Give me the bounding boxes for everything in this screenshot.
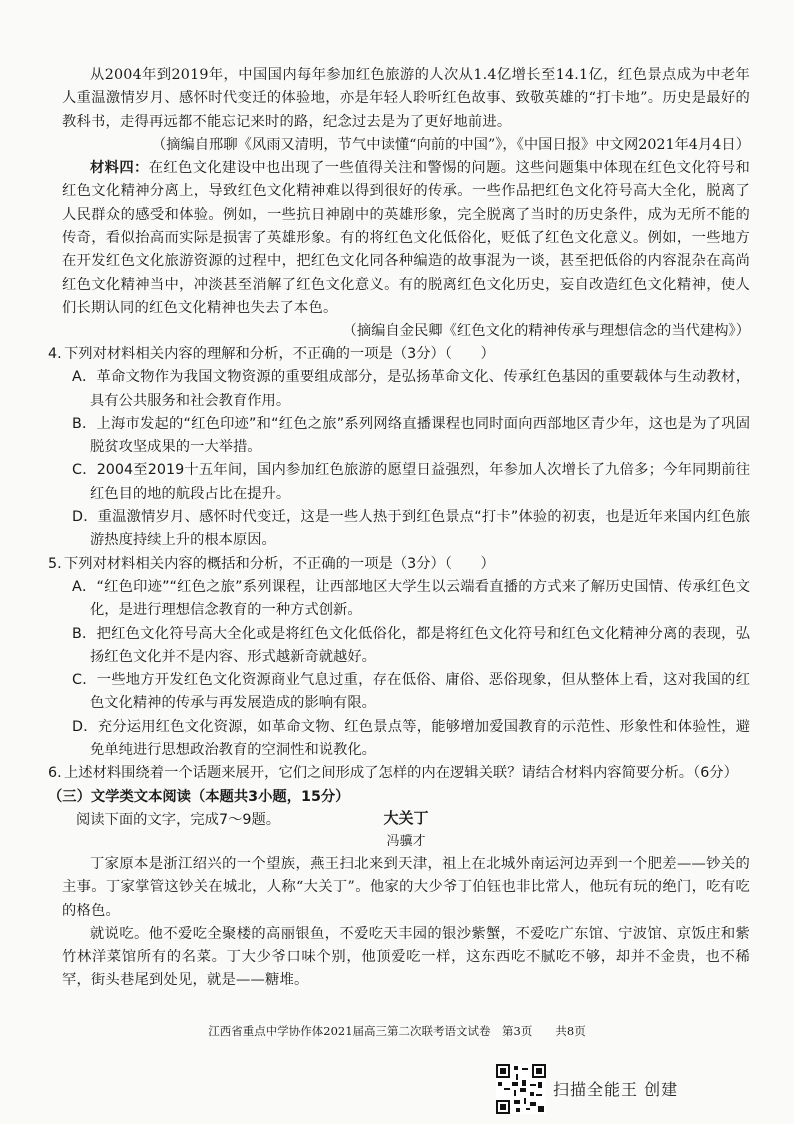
scanner-watermark: 扫描全能王 创建 <box>553 1080 679 1099</box>
questions-column <box>48 343 750 832</box>
question-5 <box>48 553 750 576</box>
story-title: 大关丁 <box>383 809 429 827</box>
intro-paragraph: 从2004年到2019年，中国国内每年参加红色旅游的人次从1.4亿增长至14.1亿，红色景点成为中老年人重温激情岁月、感怀时代变迁的体验地，亦是年轻人聆听红色故事、致敬英雄的“打卡地”。历史是最好的教科书，走得再远都不能忘记来时的路，纪念过去是为了更好地前进。 <box>62 67 750 130</box>
question-5-option-b: B．把红色文化符号高大全化或是将红色文化低俗化，都是将红色文化符号和红色文化精神分离的表现，弘扬红色文化并不是内容、形式越新奇就越好。 <box>72 625 750 665</box>
question-6 <box>48 762 750 785</box>
question-4-option-a: A．革命文物作为我国文物资源的重要组成部分，是弘扬革命文化、传承红色基因的重要载体与生动教材，具有公共服务和社会教育作用。 <box>72 369 750 409</box>
question-5-option-c: C．一些地方开发红色文化资源商业气息过重，存在低俗、庸俗、恶俗现象，但从整体上看，这对我国的红色文化精神的传承与再发展造成的影响有限。 <box>72 672 750 712</box>
question-4-option-d: D．重温激情岁月、感怀时代变迁，这是一些人热于到红色景点“打卡”体验的初衷，也是近年来国内红色旅游热度持续上升的根本原因。 <box>72 509 750 549</box>
question-4-option-b: B．上海市发起的“红色印迹”和“红色之旅”系列网络直播课程也同时面向西部地区青少年，这也是为了巩固脱贫攻坚成果的一大举措。 <box>72 415 750 456</box>
question-5-stem: 下列对材料相关内容的概括和分析，不正确的一项是（3分）（ ） <box>64 555 495 572</box>
question-5-option-d: D．充分运用红色文化资源，如革命文物、红色景点等，能够增加爱国教育的示范性、形象性和体验性，避免单纯进行思想政治教育的空洞性和说教化。 <box>72 718 750 759</box>
question-5-option-a: A．“红色印迹”“红色之旅”系列课程，让西部地区大学生以云端看直播的方式来了解历史国情、传承红色文化，是进行理想信念教育的一种方式创新。 <box>72 578 750 619</box>
section-3-title: （三）文学类文本阅读（本题共3小题，15分） <box>48 788 350 805</box>
question-4-option-c: C．2004至2019十五年间，国内参加红色旅游的愿望日益强烈，年参加人次增长了九倍多；今年同期前往红色目的地的航段占比在提升。 <box>72 462 750 502</box>
story-column <box>62 805 750 993</box>
qr-code-icon <box>496 1064 546 1114</box>
material-column <box>62 64 750 344</box>
intro-source: （摘编自邢聊《风雨又清明，节气中读懂“向前的中国”》，《中国日报》中文网2021年4月4日） <box>151 136 750 153</box>
story-paragraph-2: 就说吃。他不爱吃全聚楼的高丽银鱼，不爱吃天丰园的银沙紫蟹，不爱吃广东馆、宁波馆、京饭庄和紫竹林洋菜馆所有的名菜。丁大少爷口味个别，他顶爱吃一样，这东西吃不腻吃不够，却并不金贵，也不稀罕，街头巷尾到处见，就是——糖堆。 <box>62 925 750 989</box>
material4-text: 在红色文化建设中也出现了一些值得关注和警惕的问题。这些问题集中体现在红色文化符号和红色文化精神分离上，导致红色文化精神难以得到很好的传承。一些作品把红色文化符号高大全化，脱离了人民群众的感受和体验。例如，一些抗日神剧中的英雄形象，完全脱离了当时的历史条件，成为无所不能的传奇，看似抬高而实际是损害了英雄形象。有的将红色文化低俗化，贬低了红色文化意义。例如，一些地方在开发红色文化旅游资源的过程中，把红色文化同各种编造的故事混为一谈，甚至把低俗的内容混杂在高尚红色文化精神当中，冲淡甚至消解了红色文化意义。有的脱离红色文化历史，妄自改造红色文化精神，使人们长期认同的红色文化精神也失去了本色。 <box>62 160 750 316</box>
material4-label: 材料四： <box>90 160 149 177</box>
material4-source: （摘编自金民卿《红色文化的精神传承与理想信念的当代建构》） <box>342 323 750 340</box>
material4-paragraph <box>62 157 750 320</box>
question-4-number: 4. <box>48 346 62 362</box>
story-paragraph-1: 丁家原本是浙江绍兴的一个望族，燕王扫北来到天津，祖上在北城外南运河边弄到一个肥差——钞关的主事。丁家掌管这钞关在城北，人称“大关丁”。他家的大少爷丁伯钰也非比常人，他玩有玩的绝门，吃有吃的格色。 <box>62 856 750 919</box>
section-3-instruction: 阅读下面的文字，完成7～9题。 <box>76 811 281 828</box>
question-6-stem: 上述材料围绕着一个话题来展开，它们之间形成了怎样的内在逻辑关联？请结合材料内容简要分析。（6分） <box>64 765 738 782</box>
question-4 <box>48 343 750 366</box>
page-footer: 江西省重点中学协作体2021届高三第二次联考语文试卷 第3页 共8页 <box>208 1024 586 1038</box>
story-author: 冯骥才 <box>386 834 426 849</box>
question-5-number: 5. <box>48 555 62 572</box>
question-6-number: 6. <box>48 765 62 782</box>
question-4-stem: 下列对材料相关内容的理解和分析，不正确的一项是（3分）（ ） <box>64 346 495 362</box>
